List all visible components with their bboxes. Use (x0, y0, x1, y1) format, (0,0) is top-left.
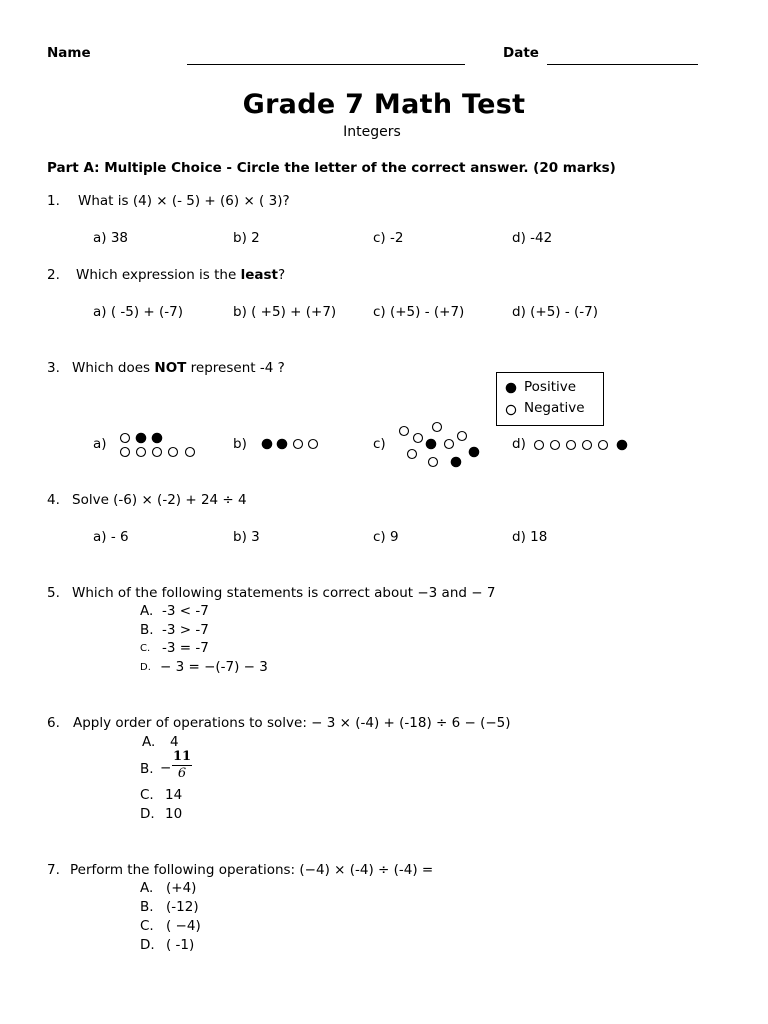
q6-option-c-text: 14 (165, 787, 183, 803)
name-blank-line[interactable] (187, 64, 465, 65)
page-title: Grade 7 Math Test (242, 89, 526, 120)
q2-text: Which expression is the least? (76, 267, 286, 283)
q3-option-d[interactable]: d) (512, 436, 526, 452)
q5-option-b-text: -3 > -7 (162, 622, 209, 638)
q2-option-c[interactable]: c) (+5) - (+7) (373, 304, 465, 320)
q7-number: 7. (47, 862, 60, 878)
q5-option-c-text: -3 = -7 (162, 640, 209, 656)
q2-number: 2. (47, 267, 60, 283)
legend-positive-label: Positive (524, 379, 577, 395)
q5-option-a-text: -3 < -7 (162, 603, 209, 619)
name-label: Name (47, 45, 91, 61)
q6-option-c-letter[interactable]: C. (140, 787, 154, 803)
q5-option-b-letter[interactable]: B. (140, 622, 154, 638)
q2-option-d[interactable]: d) (+5) - (-7) (512, 304, 599, 320)
q5-option-d-text: − 3 = −(-7) − 3 (160, 659, 268, 675)
q1-option-c[interactable]: c) -2 (373, 230, 404, 246)
q7-option-a-letter[interactable]: A. (140, 880, 154, 896)
q7-option-c-text: ( −4) (166, 918, 201, 934)
q4-option-b[interactable]: b) 3 (233, 529, 260, 545)
q7-text: Perform the following operations: (−4) × (-4) ÷ (-4) = (70, 862, 434, 878)
q4-option-a[interactable]: a) - 6 (93, 529, 129, 545)
q3-option-d-dots (533, 437, 633, 453)
q6-option-a-letter[interactable]: A. (142, 734, 156, 750)
q6-option-d-letter[interactable]: D. (140, 806, 155, 822)
q3-number: 3. (47, 360, 60, 376)
q3-legend-box (496, 372, 604, 426)
q3-option-c-dots (396, 420, 486, 470)
negative-dot-icon (505, 403, 519, 417)
q1-option-a[interactable]: a) 38 (93, 230, 129, 246)
q7-option-c-letter[interactable]: C. (140, 918, 154, 934)
q5-number: 5. (47, 585, 60, 601)
q2-option-a[interactable]: a) ( -5) + (-7) (93, 304, 184, 320)
q3-option-b-dots (261, 437, 321, 453)
q1-text: What is (4) × (- 5) + (6) × ( 3)? (78, 193, 290, 209)
q4-option-c[interactable]: c) 9 (373, 529, 399, 545)
fraction-numerator: 11 (172, 749, 192, 764)
q1-number: 1. (47, 193, 60, 209)
q1-option-d[interactable]: d) -42 (512, 230, 553, 246)
positive-dot-icon (505, 381, 519, 395)
q7-option-b-text: (-12) (166, 899, 199, 915)
q1-option-b[interactable]: b) 2 (233, 230, 260, 246)
q6-option-b-sign: − (160, 760, 172, 776)
q6-option-d-text: 10 (165, 806, 183, 822)
date-label: Date (503, 45, 539, 61)
q3-option-b[interactable]: b) (233, 436, 247, 452)
q7-option-a-text: (+4) (166, 880, 197, 896)
date-blank-line[interactable] (547, 64, 698, 65)
page-subtitle: Integers (343, 124, 401, 140)
q4-text: Solve (-6) × (-2) + 24 ÷ 4 (72, 492, 247, 508)
q3-option-a-dots (118, 431, 198, 461)
fraction-denominator: 6 (177, 766, 187, 781)
q4-option-d[interactable]: d) 18 (512, 529, 548, 545)
q4-number: 4. (47, 492, 60, 508)
q7-option-b-letter[interactable]: B. (140, 899, 154, 915)
q6-number: 6. (47, 715, 60, 731)
q3-option-a[interactable]: a) (93, 436, 107, 452)
q5-text: Which of the following statements is correct about −3 and − 7 (72, 585, 496, 601)
legend-negative-label: Negative (524, 400, 585, 416)
q2-option-b[interactable]: b) ( +5) + (+7) (233, 304, 337, 320)
q5-option-a-letter[interactable]: A. (140, 603, 154, 619)
q5-option-d-letter[interactable]: D. (140, 662, 151, 673)
q6-option-a-text: 4 (170, 734, 179, 750)
q3-text: Which does NOT represent -4 ? (72, 360, 285, 376)
q6-option-b-fraction (172, 750, 192, 781)
q3-option-c[interactable]: c) (373, 436, 386, 452)
q6-option-b-letter[interactable]: B. (140, 761, 154, 777)
q6-text: Apply order of operations to solve: − 3 × (-4) + (-18) ÷ 6 − (−5) (73, 715, 511, 731)
q5-option-c-letter[interactable]: C. (140, 643, 151, 654)
part-a-heading: Part A: Multiple Choice - Circle the letter of the correct answer. (20 marks) (47, 160, 616, 176)
q7-option-d-letter[interactable]: D. (140, 937, 155, 953)
q7-option-d-text: ( -1) (166, 937, 195, 953)
